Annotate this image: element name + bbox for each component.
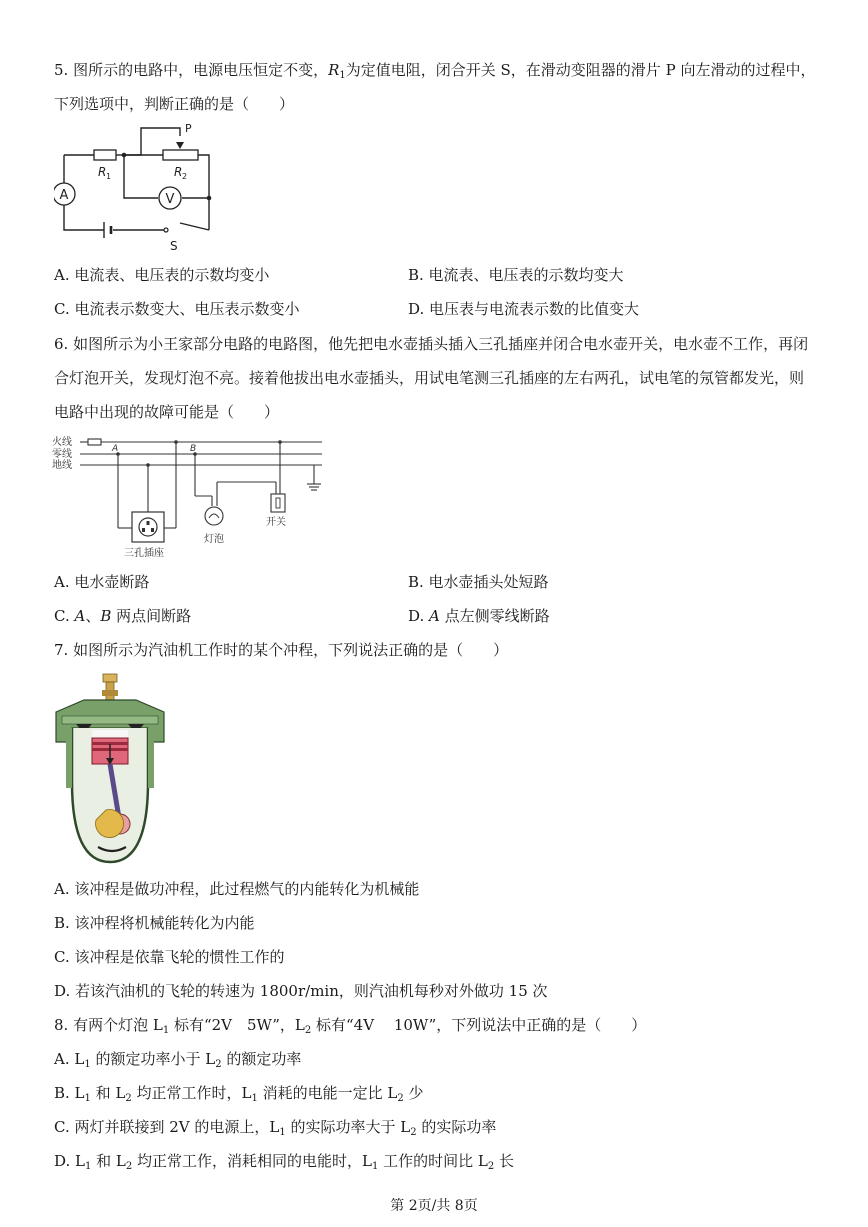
q7-option-d: D. 若该汽油机的飞轮的转速为 1800r/min，则汽油机每秒对外做功 15 次 <box>54 982 548 1000</box>
svg-text:B: B <box>190 444 197 454</box>
q8-option-d: D. $L_1$ 和 $L_2$ 均正常工作，消耗相同的电能时，$L_1$ 工作的时间比 $L_2$ 长 <box>54 1152 515 1172</box>
q5-circuit-diagram <box>54 120 224 255</box>
wall-switch-icon <box>271 494 285 512</box>
svg-text:1: 1 <box>106 172 112 181</box>
bulb-icon <box>205 507 223 525</box>
q6-option-b: B. 电水壶插头处短路 <box>408 573 549 591</box>
q5-option-d: D. 电压表与电流表示数的比值变大 <box>408 300 640 318</box>
svg-text:开关: 开关 <box>266 517 286 528</box>
q7-option-c: C. 该冲程是依靠飞轮的惯性工作的 <box>54 948 285 966</box>
q5-option-c: C. 电流表示数变大、电压表示数变小 <box>54 300 300 318</box>
q8-option-a: A. $L_1$ 的额定功率小于 $L_2$ 的额定功率 <box>54 1050 302 1070</box>
q5-stem-line2: 下列选项中，判断正确的是（ ） <box>54 95 295 113</box>
q6-stem-line2: 合灯泡开关，发现灯泡不亮。接着他拔出电水壶插头，用试电笔测三孔插座的左右两孔，试电笔的氖管都发光，则 <box>54 369 805 387</box>
svg-text:火线: 火线 <box>52 437 72 448</box>
svg-text:P: P <box>185 122 192 135</box>
q8-option-b: B. $L_1$ 和 $L_2$ 均正常工作时，$L_1$ 消耗的电能一定比 $L_2$ 少 <box>54 1084 424 1104</box>
svg-text:S: S <box>170 239 178 253</box>
q7-option-b: B. 该冲程将机械能转化为内能 <box>54 914 255 932</box>
q6-stem-line1: 6. 如图所示为小王家部分电路的电路图，他先把电水壶插头插入三孔插座并闭合电水壶开关，电水壶不工作，再闭 <box>54 335 809 353</box>
r1-symbol: R <box>328 61 340 79</box>
q5-option-a: A. 电流表、电压表的示数均变小 <box>54 266 270 284</box>
q6-option-a: A. 电水壶断路 <box>54 573 150 591</box>
q5-option-b: B. 电流表、电压表的示数均变大 <box>408 266 624 284</box>
q8-option-c: C. 两灯并联接到 2V 的电源上，$L_1$ 的实际功率大于 $L_2$ 的实际功率 <box>54 1118 497 1138</box>
svg-text:灯泡: 灯泡 <box>204 534 224 545</box>
page-footer: 第 2页/共 8页 <box>390 1198 478 1214</box>
r2-rheostat <box>163 150 198 160</box>
q5-stem-line1: 5. 图所示的电路中，电源电压恒定不变，$R_1$为定值电阻，闭合开关 S，在滑动变阻器的滑片 P 向左滑动的过程中， <box>54 61 816 81</box>
q6-option-d: D. A 点左侧零线断路 <box>408 607 550 625</box>
q6-household-circuit <box>52 428 328 560</box>
q7-stem: 7. 如图所示为汽油机工作时的某个冲程，下列说法正确的是（ ） <box>54 641 509 659</box>
svg-text:R: R <box>174 165 183 179</box>
q8-stem: 8. 有两个灯泡 $L_1$ 标有“2V 5W”，$L_2$ 标有“4V 10W”，下列说法中正确的是（ ） <box>54 1016 647 1036</box>
svg-text:零线: 零线 <box>52 449 72 460</box>
svg-text:A: A <box>112 444 119 454</box>
svg-text:A: A <box>59 188 69 203</box>
three-hole-socket-icon <box>132 512 164 542</box>
q6-option-c: C. A、B 两点间断路 <box>54 607 192 625</box>
r1-resistor <box>94 150 116 160</box>
q6-stem-line3: 电路中出现的故障可能是（ ） <box>54 403 280 421</box>
q7-engine-cylinder-image <box>54 672 166 866</box>
svg-text:地线: 地线 <box>52 460 72 471</box>
svg-text:2: 2 <box>182 172 188 181</box>
fuse-icon <box>88 439 101 445</box>
svg-text:R: R <box>98 165 107 179</box>
svg-text:V: V <box>165 192 175 207</box>
svg-text:三孔插座: 三孔插座 <box>124 548 164 559</box>
q7-option-a: A. 该冲程是做功冲程，此过程燃气的内能转化为机械能 <box>54 880 420 898</box>
